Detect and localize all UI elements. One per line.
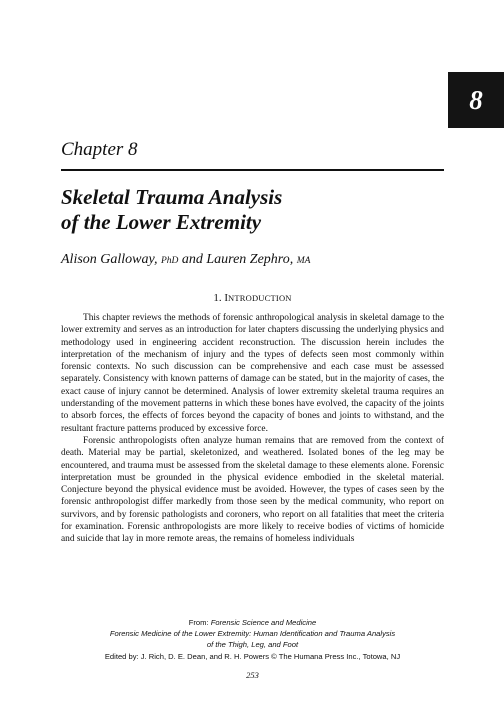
paragraph-2: Forensic anthropologists often analyze human remains that are removed from the context of death. Material may be partial, skeletonized, and weathered. Isolated bones of the leg may be encountered, and trauma must be assessed from the skeletal damage to these elements alone. Forensic interpretation must be grounded in the physical evidence embodied in the skeletal material. Conjecture beyond the physical evidence must be avoided. However, the types of cases seen by the forensic anthropologist differ markedly from those seen by the medical community, who report on survivors, and by forensic pathologists and coroners, who report on all fatalities that meet the criteria for examination. Forensic anthropologists are more likely to receive bodies of victims of homicide and suicide that lay in more remote areas, the remains of homeless individuals: [61, 435, 444, 545]
author-1-name: Alison Galloway,: [61, 252, 158, 267]
page-number: 253: [246, 670, 259, 680]
footer-book-title-line-1: Forensic Medicine of the Lower Extremity: Human Identification and Trauma Analysis: [109, 629, 396, 639]
source-footer: [61, 617, 444, 662]
section-number: 1.: [213, 292, 222, 304]
authors-connector: and: [181, 252, 203, 267]
section-heading: [61, 292, 444, 304]
paragraph-1: This chapter reviews the methods of forensic anthropological analysis in skeletal damage to the lower extremity and serves as an introduction for later chapters discussing the underlying physics and methodology used in engineering accident reconstruction. The discussion herein includes the interpretation of the mechanism of injury and the types of defects seen most commonly within forensic contexts. No such discussion can be comprehensive and each case must be assessed separately. Consistency with known patterns of damage can be stated, but in the majority of cases, the exact cause of injury cannot be determined. Analysis of lower extremity skeletal trauma requires an understanding of the movement patterns in which these bones have evolved, the capacity of the joints to absorb forces, the effects of forces beyond the capacity of bones and joints to withstand, and the resultant fracture patterns produced by excessive force.: [61, 313, 444, 434]
author-2-name: Lauren Zephro,: [206, 252, 294, 267]
footer-from-line: [61, 617, 444, 628]
chapter-number-tab: [448, 72, 504, 128]
title-rule: [61, 169, 444, 171]
chapter-label: Chapter 8: [61, 139, 138, 160]
body-text: [61, 312, 444, 546]
chapter-number: 8: [469, 84, 483, 115]
authors: [61, 252, 310, 268]
section-initial: I: [224, 292, 229, 304]
footer-book-title-line-2: of the Thigh, Leg, and Foot: [206, 640, 299, 650]
chapter-title: [61, 185, 444, 235]
footer-edited-by: Edited by: J. Rich, D. E. Dean, and R. H. Powers © The Humana Press Inc., Totowa, NJ: [104, 651, 401, 661]
author-2-degree: MA: [296, 256, 311, 266]
author-1-degree: PhD: [160, 256, 179, 266]
section-title-rest: NTRODUCTION: [228, 293, 292, 303]
chapter-title-line-1: Skeletal Trauma Analysis: [61, 185, 283, 209]
chapter-title-line-2: of the Lower Extremity: [61, 210, 262, 234]
footer-from-source: Forensic Science and Medicine: [210, 618, 317, 627]
footer-from-prefix: From:: [188, 618, 209, 627]
